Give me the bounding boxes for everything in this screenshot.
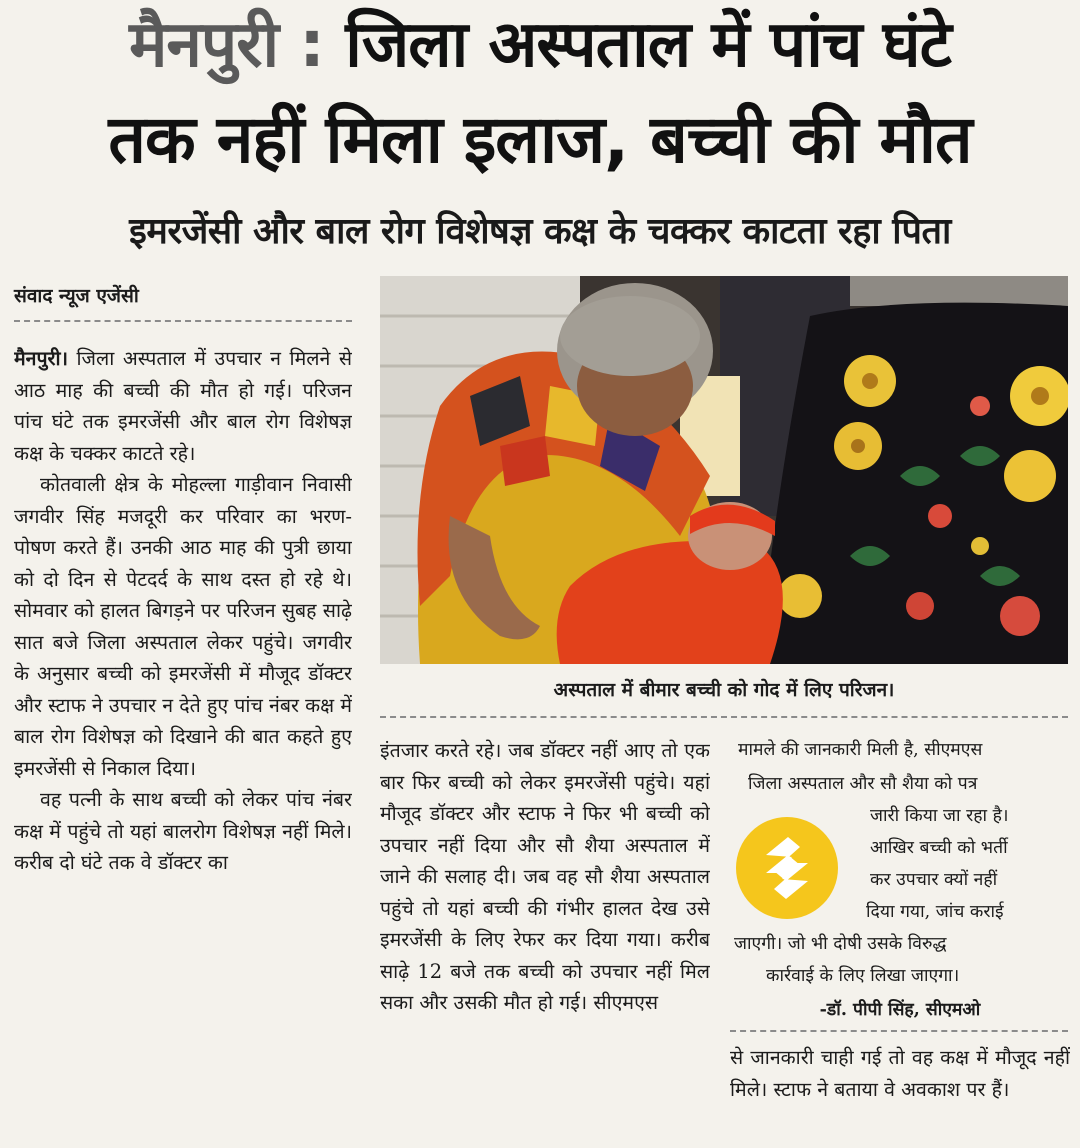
article-column-3: से जानकारी चाही गई तो वह कक्ष में मौजूद नहीं मिले। स्टाफ ने बताया वे अवकाश पर हैं।	[730, 1046, 1070, 1101]
article-column-1	[14, 343, 352, 1148]
quote-line-2: जिला अस्पताल और सौ शैया को पत्र	[748, 774, 978, 794]
article-column-2: इंतजार करते रहे। जब डॉक्टर नहीं आए तो एक बार फिर बच्ची को लेकर इमरजेंसी पहुंचे। यहां मौजूद डॉक्टर और स्टाफ ने फिर भी बच्ची को उपचार नहीं दिया और सौ शैया अस्पताल में जाने की सलाह दी। जब वह सौ शैया अस्पताल पहुंचे तो यहां बच्ची की गंभीर हालत देख उसे इमरजेंसी के लिए रेफर कर दिया गया। करीब साढ़े 12 बजे तक बच्ची को उपचार नहीं मिल सका और उसकी मौत हो गई। सीएमएस	[380, 739, 710, 1014]
quote-line-5: कर उपचार क्यों नहीं	[870, 870, 998, 890]
paragraph-3: वह पत्नी के साथ बच्ची को लेकर पांच नंबर कक्ष में पहुंचे तो यहां बालरोग विशेषज्ञ नहीं मिले। करीब दो घंटे तक वे डॉक्टर का	[14, 788, 352, 874]
amar-ujala-logo-icon	[736, 817, 838, 919]
byline-divider	[14, 320, 352, 322]
headline-line-1-text: जिला अस्पताल में पांच घंटे	[345, 8, 951, 82]
headline-line-2: तक नहीं मिला इलाज, बच्ची की मौत	[108, 101, 972, 178]
cmo-quote-box	[730, 735, 1070, 1025]
quote-line-7: जाएगी। जो भी दोषी उसके विरुद्ध	[734, 934, 947, 954]
dateline: मैनपुरी।	[14, 347, 68, 370]
quote-line-1: मामले की जानकारी मिली है, सीएमएस	[738, 740, 983, 760]
subheadline: इमरजेंसी और बाल रोग विशेषज्ञ कक्ष के चक्कर काटता रहा पिता	[129, 211, 951, 252]
quote-attribution: -डॉ. पीपी सिंह, सीएमओ	[819, 1000, 981, 1020]
headline-line-1	[0, 2, 1080, 88]
caption-divider	[380, 716, 1068, 718]
paragraph-2: कोतवाली क्षेत्र के मोहल्ला गाड़ीवान निवासी जगवीर सिंह मजदूरी कर परिवार का भरण-पोषण करते हैं। उनकी आठ माह की पुत्री छाया को दो दिन से पेटदर्द के साथ दस्त हो रहे थे। सोमवार को हालत बिगड़ने पर परिजन सुबह साढ़े सात बजे जिला अस्पताल लेकर पहुंचे। जगवीर के अनुसार बच्ची को इमरजेंसी में मौजूद डॉक्टर और स्टाफ ने उपचार न देते हुए पांच नंबर कक्ष में बाल रोग विशेषज्ञ को दिखाने की बात कहते हुए इमरजेंसी से निकाल दिया।	[14, 473, 352, 780]
quote-line-8: कार्रवाई के लिए लिखा जाएगा।	[766, 966, 960, 986]
paragraph-1: जिला अस्पताल में उपचार न मिलने से आठ माह की बच्ची की मौत हो गई। परिजन पांच घंटे तक इमरजेंसी और बाल रोग विशेषज्ञ कक्ष के चक्कर काटते रहे।	[14, 347, 352, 465]
quote-line-3: जारी किया जा रहा है।	[870, 806, 1009, 826]
byline: संवाद न्यूज एजेंसी	[14, 285, 139, 307]
headline-place: मैनपुरी :	[129, 8, 324, 82]
news-photo	[380, 276, 1068, 664]
quote-line-4: आखिर बच्ची को भर्ती	[870, 838, 1008, 858]
photo-caption: अस्पताल में बीमार बच्ची को गोद में लिए परिजन।	[553, 679, 895, 701]
quote-line-6: दिया गया, जांच कराई	[866, 902, 1004, 922]
quote-divider	[730, 1030, 1068, 1032]
photo-illustration	[380, 276, 1068, 664]
